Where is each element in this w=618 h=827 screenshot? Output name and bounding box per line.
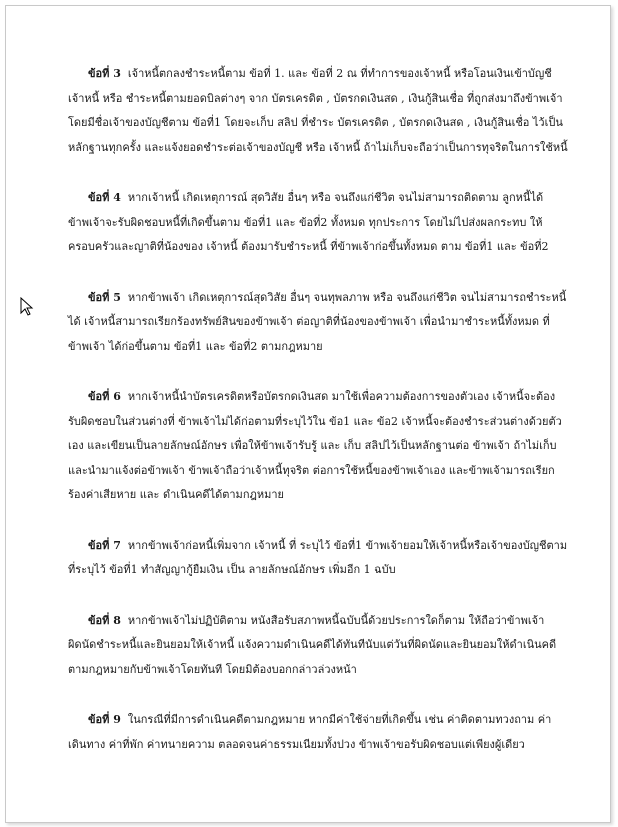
- clause-text: เจ้าหนี้ตกลงชำระหนี้ตาม ข้อที่ 1. และ ข้อที่ 2 ณ ที่ทำการของเจ้าหนี้ หรือโอนเงินเข้าบัญชี เจ้าหนี้ หรือ ชำระหนี้ตามยอดบิลต่างๆ จาก บัตรเครดิต , บัตรกดเงินสด , เงินกู้สินเชื่อ ที่ถูกส่งมาถึงข้าพเจ้า โดยมีชื่อเจ้าของบัญชีตาม ข้อที่1 โดยจะเก็บ สลิป ที่ชำระ บัตรเครดิต , บัตรกดเงินสด , เงินกู้สินเชื่อ ไว้เป็นหลักฐานทุกครั้ง และแจ้งยอดชำระต่อเจ้าของบัญชี หรือ เจ้าหนี้ ถ้าไม่เก็บจะถือว่าเป็นการทุจริตในการใช้หนี้: [68, 67, 568, 154]
- clause-text: หากเจ้าหนี้นำบัตรเครดิตหรือบัตรกดเงินสด มาใช้เพื่อความต้องการของตัวเอง เจ้าหนี้จะต้องรับผิดชอบในส่วนต่างที่ ข้าพเจ้าไม่ได้ก่อตามที่ระบุไว้ใน ข้อ1 และ ข้อ2 เจ้าหนี้จะต้องชำระส่วนต่างด้วยตัวเอง และเขียนเป็นลายลักษณ์อักษร เพื่อให้ข้าพเจ้ารับรู้ และ เก็บ สลิปไว้เป็นหลักฐานต่อ ข้าพเจ้า ถ้าไม่เก็บและนำมาแจ้งต่อข้าพเจ้า ข้าพเจ้าถือว่าเจ้าหนี้ทุจริต ต่อการใช้หนี้ของข้าพเจ้าเอง และข้าพเจ้ามารถเรียกร้องค่าเสียหาย และ ดำเนินคดีได้ตามกฎหมาย: [68, 390, 562, 501]
- clause-text: ในกรณีที่มีการดำเนินคดีตามกฎหมาย หากมีค่าใช้จ่ายที่เกิดขึ้น เช่น ค่าติดตามทวงถาม ค่าเดินทาง ค่าที่พัก ค่าทนายความ ตลอดจนค่าธรรมเนียมทั้งปวง ข้าพเจ้าขอรับผิดชอบแต่เพียงผู้เดียว: [68, 713, 552, 751]
- clause-text: หากข้าพเจ้า เกิดเหตุการณ์สุดวิสัย อื่นๆ จนทุพลภาพ หรือ จนถึงแก่ชีวิต จนไม่สามารถชำระหนี้ได้ เจ้าหนี้สามารถเรียกร้องทรัพย์สินของข้าพเจ้า ต่อญาติที่น้องของข้าพเจ้า เพื่อนำมาชำระหนี้ทั้งหมด ที่ข้าพเจ้า ได้ก่อขึ้นตาม ข้อที่1 และ ข้อที่2 ตามกฎหมาย: [68, 290, 567, 353]
- clause-3: [68, 62, 568, 160]
- mouse-pointer-icon: [19, 297, 35, 317]
- clause-5: [68, 286, 568, 360]
- clause-label: ข้อที่ 6: [88, 390, 121, 403]
- clause-6: [68, 385, 568, 508]
- clause-9: [68, 708, 568, 757]
- clause-label: ข้อที่ 9: [88, 713, 121, 726]
- clause-4: [68, 186, 568, 260]
- clause-label: ข้อที่ 4: [88, 191, 121, 204]
- clause-label: ข้อที่ 7: [88, 538, 121, 552]
- clause-text: หากเจ้าหนี้ เกิดเหตุการณ์ สุดวิสัย อื่นๆ หรือ จนถึงแก่ชีวิต จนไม่สามารถติดตาม ลูกหนี้ได้ ข้าพเจ้าจะรับผิดชอบหนี้ที่เกิดขึ้นตาม ข้อที่1 และ ข้อที่2 ทั้งหมด ทุกประการ โดยไม่ไปส่งผลกระทบ ให้ครอบครัวและญาติที่น้องของ เจ้าหนี้ ต้องมารับชำระหนี้ ที่ข้าพเจ้าก่อขึ้นทั้งหมด ตาม ข้อที่1 และ ข้อที่2: [68, 191, 549, 253]
- clause-label: ข้อที่ 3: [88, 67, 121, 80]
- clause-text: หากข้าพเจ้าไม่ปฏิบัติตาม หนังสือรับสภาพหนี้ฉบับนี้ด้วยประการใดก็ตาม ให้ถือว่าข้าพเจ้าผิดนัดชำระหนี้และยินยอมให้เจ้าหนี้ แจ้งความดำเนินคดีได้ทันทีนับแต่วันที่ผิดนัดและยินยอมให้ดำเนินคดีตามกฎหมายกับข้าพเจ้าโดยทันที โดยมิต้องบอกกล่าวล่วงหน้า: [68, 613, 557, 676]
- clause-7: [68, 534, 568, 583]
- clause-label: ข้อที่ 5: [88, 290, 121, 304]
- clause-text: หากข้าพเจ้าก่อหนี้เพิ่มจาก เจ้าหนี้ ที่ ระบุไว้ ข้อที่1 ข้าพเจ้ายอมให้เจ้าหนี้หรือเจ้าของบัญชีตามที่ระบุไว้ ข้อที่1 ทำสัญญากู้ยืมเงิน เป็น ลายลักษณ์อักษร เพิ่มอีก 1 ฉบับ: [68, 538, 568, 576]
- document-body: [68, 62, 568, 783]
- document-page: [5, 5, 611, 823]
- clause-label: ข้อที่ 8: [88, 613, 121, 627]
- clause-8: [68, 609, 568, 683]
